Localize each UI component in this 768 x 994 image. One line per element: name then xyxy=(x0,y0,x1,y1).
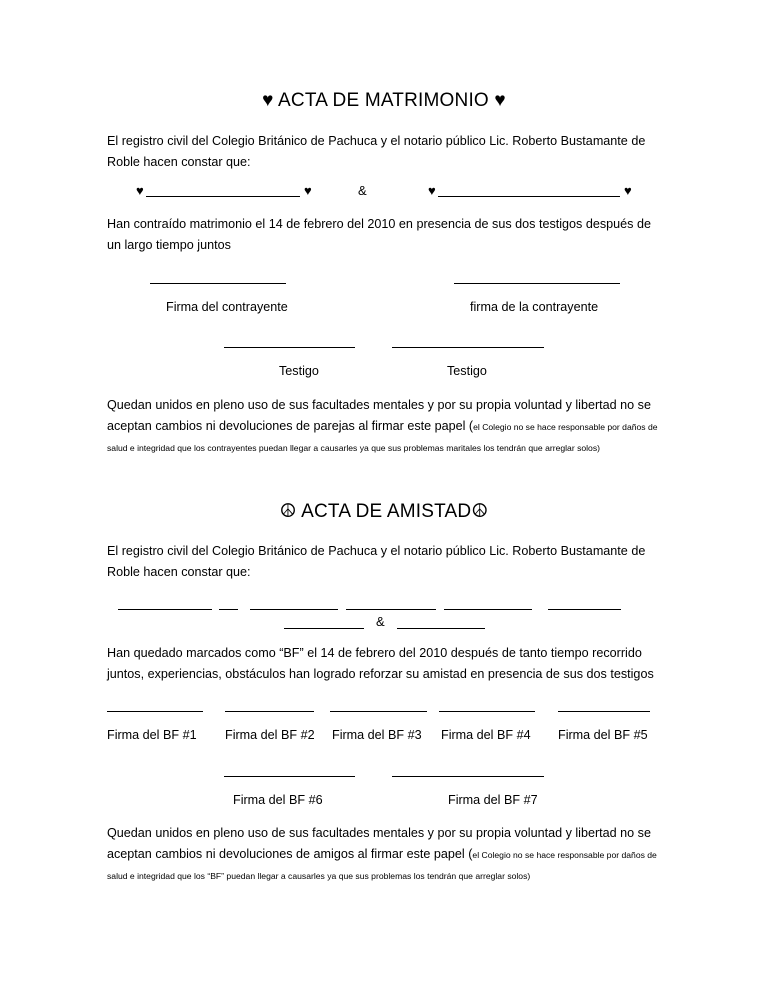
bride-signature-line[interactable] xyxy=(454,283,620,284)
spouse-1-name-line[interactable] xyxy=(146,196,300,197)
bf-6-signature-line[interactable] xyxy=(224,776,355,777)
groom-signature-label: Firma del contrayente xyxy=(166,300,288,314)
friend-name-line[interactable] xyxy=(284,628,364,629)
bf-3-signature-label: Firma del BF #3 xyxy=(332,728,422,742)
marriage-disclaimer: el Colegio no se hace responsable por daños de salud e integridad que los contrayentes puedan llegar a causarles ya que sus problemas maritales los tendrán que arreglar solos) xyxy=(107,422,658,453)
bf-1-signature-line[interactable] xyxy=(107,711,203,712)
ampersand: & xyxy=(376,614,385,629)
bf-2-signature-line[interactable] xyxy=(225,711,314,712)
bf-3-signature-line[interactable] xyxy=(330,711,427,712)
marriage-intro: El registro civil del Colegio Británico de Pachuca y el notario público Lic. Roberto Bustamante de Roble hacen constar que: xyxy=(107,134,646,169)
marriage-closing xyxy=(107,395,667,458)
marriage-title: ♥ ACTA DE MATRIMONIO ♥ xyxy=(262,90,506,111)
witness-1-label: Testigo xyxy=(279,364,319,378)
bf-4-signature-line[interactable] xyxy=(439,711,535,712)
witness-1-signature-line[interactable] xyxy=(224,347,355,348)
friendship-title xyxy=(0,500,768,523)
friendship-intro: El registro civil del Colegio Británico de Pachuca y el notario público Lic. Roberto Bustamante de Roble hacen constar que: xyxy=(107,544,646,579)
heart-icon: ♥ xyxy=(428,183,436,198)
friend-name-line[interactable] xyxy=(118,609,212,610)
marriage-closing-text: Quedan unidos en pleno uso de sus facultades mentales y por su propia voluntad y libertad no se aceptan cambios ni devoluciones de parejas al firmar este papel ( xyxy=(107,398,651,433)
witness-2-label: Testigo xyxy=(447,364,487,378)
friend-name-line[interactable] xyxy=(219,609,238,610)
friend-name-line[interactable] xyxy=(444,609,532,610)
bf-5-signature-label: Firma del BF #5 xyxy=(558,728,648,742)
bf-1-signature-label: Firma del BF #1 xyxy=(107,728,197,742)
heart-icon: ♥ xyxy=(304,183,312,198)
witness-2-signature-line[interactable] xyxy=(392,347,544,348)
heart-icon: ♥ xyxy=(136,183,144,198)
bf-6-signature-label: Firma del BF #6 xyxy=(233,793,323,807)
bf-7-signature-label: Firma del BF #7 xyxy=(448,793,538,807)
friend-name-line[interactable] xyxy=(548,609,621,610)
friendship-closing-text: Quedan unidos en pleno uso de sus facultades mentales y por su propia voluntad y libertad no se aceptan cambios ni devoluciones de amigos al firmar este papel ( xyxy=(107,826,651,861)
bf-2-signature-label: Firma del BF #2 xyxy=(225,728,315,742)
ampersand: & xyxy=(358,183,367,198)
bf-5-signature-line[interactable] xyxy=(558,711,650,712)
bf-4-signature-label: Firma del BF #4 xyxy=(441,728,531,742)
bride-signature-label: firma de la contrayente xyxy=(470,300,599,314)
marriage-statement: Han contraído matrimonio el 14 de febrero del 2010 en presencia de sus dos testigos después de un largo tiempo juntos xyxy=(107,217,651,252)
friend-name-line[interactable] xyxy=(250,609,338,610)
friendship-title-text: ACTA DE AMISTAD xyxy=(296,501,472,522)
heart-icon: ♥ xyxy=(624,183,632,198)
friendship-statement: Han quedado marcados como “BF” el 14 de febrero del 2010 después de tanto tiempo recorrido juntos, experiencias, obstáculos han logrado reforzar su amistad en presencia de sus dos testigos xyxy=(107,646,654,681)
spouse-2-name-line[interactable] xyxy=(438,196,620,197)
peace-icon: ☮ xyxy=(471,501,489,522)
bf-7-signature-line[interactable] xyxy=(392,776,544,777)
groom-signature-line[interactable] xyxy=(150,283,286,284)
friend-name-line[interactable] xyxy=(346,609,436,610)
friend-name-line[interactable] xyxy=(397,628,485,629)
peace-icon: ☮ xyxy=(279,501,297,522)
friendship-disclaimer: el Colegio no se hace responsable por daños de salud e integridad que los “BF” puedan llegar a causarles ya que sus problemas los tendrán que arreglar solos) xyxy=(107,850,657,881)
friendship-closing xyxy=(107,823,667,886)
